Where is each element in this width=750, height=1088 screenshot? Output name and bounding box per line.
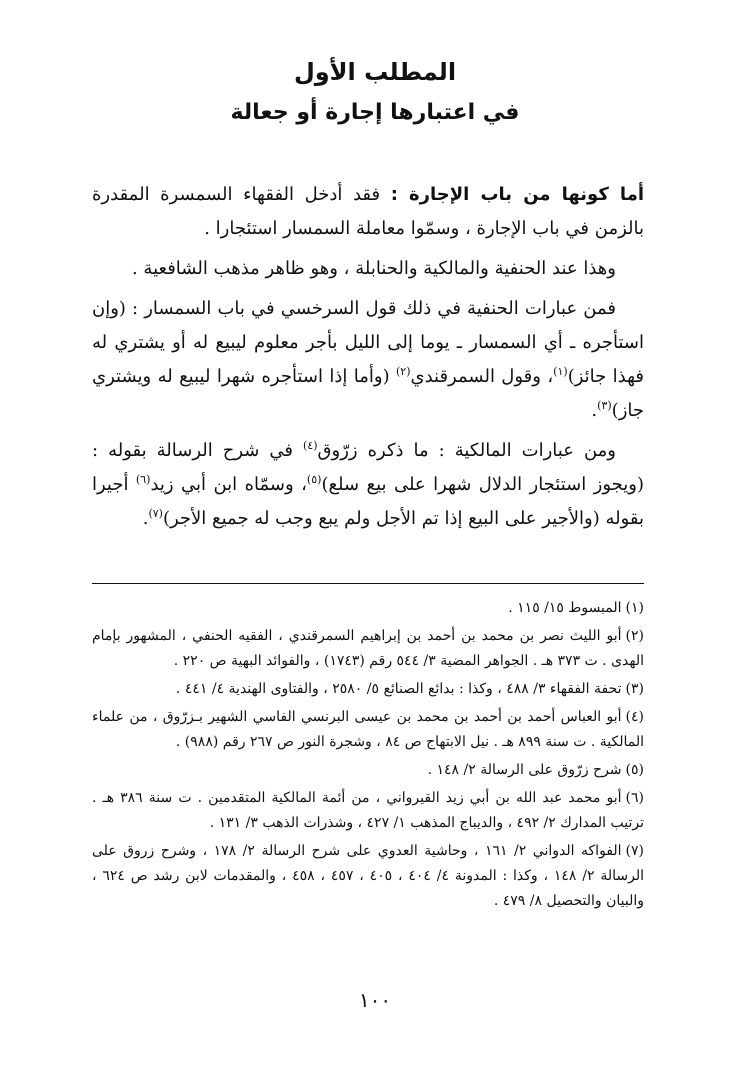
footnote-number: (٧) [625,843,645,859]
paragraph-text: فقد أدخل الفقهاء السمسرة المقدرة بالزمن في باب الإجارة ، وسمّوا معاملة السمسار استئجارا . [92,184,644,239]
paragraph-text: . [142,508,149,529]
paragraph-text: ومن عبارات المالكية : ما ذكره زرّوق [317,440,616,461]
paragraph-text: (وأما إذا استأجره شهرا ليبيع له ويشتري جاز) [92,366,644,421]
footnote-number: (٢) [625,628,644,644]
footnote [92,839,644,914]
footnote [92,758,644,783]
footnote-ref-4[interactable]: (٤) [303,439,318,452]
footnotes [92,596,644,917]
footnote-number: (٣) [625,681,644,697]
footnote [92,677,644,702]
footnote-ref-3[interactable]: (٣) [597,399,612,412]
footnote-ref-5[interactable]: (٥) [306,473,322,486]
footnote [92,786,644,836]
footnote-number: (٤) [625,709,644,725]
footnote-text: أبو محمد عبد الله بن أبي زيد القيرواني ، من أئمة المالكية المتقدمين . ت سنة ٣٨٦ هـ . ترتيب المدارك ٢/ ٤٩٢ ، والديباج المذهب ١/ ٤٢٧ ، وشذرات الذهب ٣/ ١٣١ . [92,790,644,831]
footnote-number: (١) [625,600,644,616]
paragraph-4 [92,434,644,536]
footnote-number: (٦) [625,790,644,806]
paragraph-text: . [591,400,598,421]
footnote-ref-7[interactable]: (٧) [148,507,163,520]
section-title: المطلب الأول [293,58,457,86]
page-number: ١٠٠ [358,988,392,1012]
footnote-text: الفواكه الدواني ٢/ ١٦١ ، وحاشية العدوي على شرح الرسالة ٢/ ١٧٨ ، وشرح زروق على الرسالة ٢/ ١٤٨ ، وكذا : المدونة ٤/ ٤٠٤ ، ٤٠٥ ، ٤٥٧ ، ٤٥٨ ، والمقدمات لابن رشد ص ٦٢٤ ، والبيان والتحصيل ٨/ ٤٧٩ . [92,843,644,909]
paragraph-2: وهذا عند الحنفية والمالكية والحنابلة ، وهو ظاهر مذهب الشافعية . [131,258,616,279]
footnote-text: شرح زرّوق على الرسالة ٢/ ١٤٨ . [427,762,622,778]
paragraph-text: ، وسمّاه ابن أبي زيد [150,474,307,495]
section-subtitle: في اعتبارها إجارة أو جعالة [230,100,520,125]
paragraph-3 [92,292,644,428]
footnote-text: أبو الليث نصر بن محمد بن أحمد بن إبراهيم السمرقندي ، الفقيه الحنفي ، المشهور بإمام الهدى . ت ٣٧٣ هـ . الجواهر المضية ٣/ ٥٤٤ رقم (١٧٤٣) ، والفوائد البهية ص ٢٢٠ . [92,628,644,669]
main-text [92,178,644,542]
footnote-ref-6[interactable]: (٦) [135,473,151,486]
paragraph-text: فمن عبارات الحنفية في ذلك قول السرخسي في باب السمسار : (وإن استأجره ـ أي السمسار ـ يوما إلى الليل بأجر معلوم ليبيع له أو يشتري له فهذا جائز) [92,298,644,387]
paragraph-1 [92,178,644,246]
footnote-ref-2[interactable]: (٢) [395,365,411,378]
footnote-text: تحفة الفقهاء ٣/ ٤٨٨ ، وكذا : بدائع الصنائع ٥/ ٢٥٨٠ ، والفتاوى الهندية ٤/ ٤٤١ . [175,681,622,697]
footnote-text: أبو العباس أحمد بن أحمد بن محمد بن عيسى البرنسي الفاسي الشهير بـزرّوق ، من علماء المالكية . ت سنة ٨٩٩ هـ . نيل الابتهاج ص ٨٤ ، وشجرة النور ص ٢٦٧ رقم (٩٨٨) . [92,709,644,750]
paragraph-lead: أما كونها من باب الإجارة : [390,184,645,205]
footnote [92,705,644,755]
footnote [92,596,644,621]
paragraph-text: أجيرا بقوله (والأجير على البيع إذا تم الأجل ولم يبع وجب له جميع الأجر) [92,474,644,529]
paragraph-text: في شرح الرسالة بقوله : (ويجوز استئجار الدلال شهرا على بيع سلع) [92,440,645,495]
footnote-divider [92,583,644,584]
footnote-ref-1[interactable]: (١) [553,365,568,378]
footnote-text: المبسوط ١٥/ ١١٥ . [508,600,622,616]
paragraph-text: ، وقول السمرقندي [410,366,554,387]
footnote-number: (٥) [625,762,644,778]
footnote [92,624,644,674]
